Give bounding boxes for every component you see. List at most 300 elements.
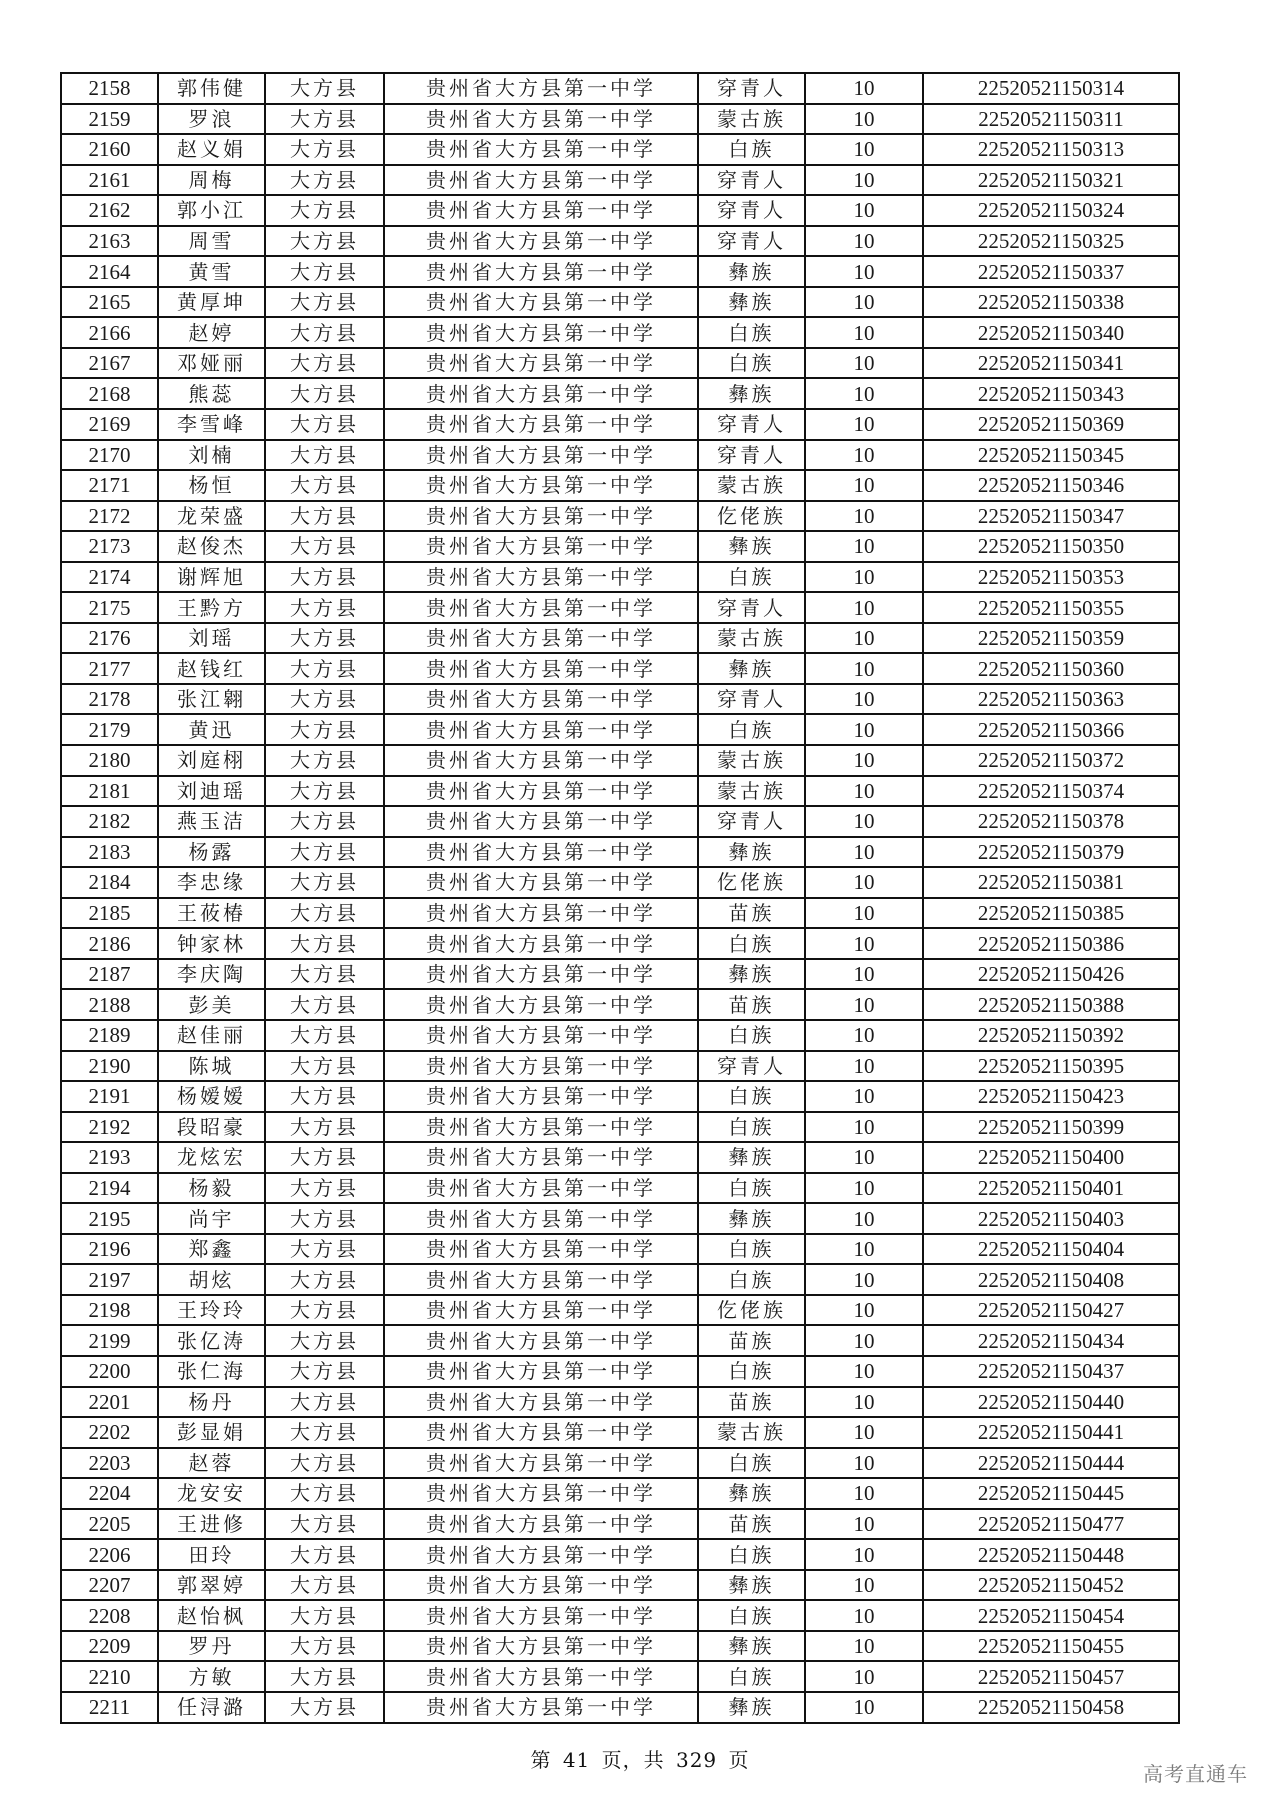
name-cell: 赵钱红: [158, 653, 265, 684]
exam-id-cell: 22520521150440: [923, 1387, 1179, 1418]
ethnicity-cell: 彝族: [698, 1478, 805, 1509]
ethnicity-cell: 白族: [698, 1661, 805, 1692]
school-cell: 贵州省大方县第一中学: [384, 1661, 698, 1692]
table-row: [61, 165, 1179, 196]
school-cell: 贵州省大方县第一中学: [384, 73, 698, 104]
exam-id-cell: 22520521150313: [923, 134, 1179, 165]
bonus-points-cell: 10: [805, 1417, 923, 1448]
bonus-points-cell: 10: [805, 562, 923, 593]
row-number-cell: 2168: [61, 378, 158, 409]
school-cell: 贵州省大方县第一中学: [384, 1600, 698, 1631]
bonus-points-cell: 10: [805, 592, 923, 623]
name-cell: 李庆陶: [158, 959, 265, 990]
name-cell: 刘瑶: [158, 623, 265, 654]
bonus-points-cell: 10: [805, 1112, 923, 1143]
row-number-cell: 2196: [61, 1234, 158, 1265]
row-number-cell: 2181: [61, 776, 158, 807]
bonus-points-cell: 10: [805, 623, 923, 654]
school-cell: 贵州省大方县第一中学: [384, 1539, 698, 1570]
table-row: [61, 562, 1179, 593]
ethnicity-cell: 白族: [698, 562, 805, 593]
bonus-points-cell: 10: [805, 959, 923, 990]
row-number-cell: 2162: [61, 195, 158, 226]
row-number-cell: 2179: [61, 714, 158, 745]
exam-id-cell: 22520521150454: [923, 1600, 1179, 1631]
ethnicity-cell: 白族: [698, 1448, 805, 1479]
school-cell: 贵州省大方县第一中学: [384, 1509, 698, 1540]
school-cell: 贵州省大方县第一中学: [384, 195, 698, 226]
school-cell: 贵州省大方县第一中学: [384, 470, 698, 501]
ethnicity-cell: 穿青人: [698, 409, 805, 440]
name-cell: 燕玉洁: [158, 806, 265, 837]
exam-id-cell: 22520521150324: [923, 195, 1179, 226]
ethnicity-cell: 穿青人: [698, 73, 805, 104]
name-cell: 龙安安: [158, 1478, 265, 1509]
bonus-points-cell: 10: [805, 1203, 923, 1234]
ethnicity-cell: 苗族: [698, 1387, 805, 1418]
bonus-points-cell: 10: [805, 1600, 923, 1631]
school-cell: 贵州省大方县第一中学: [384, 653, 698, 684]
ethnicity-cell: 白族: [698, 1600, 805, 1631]
row-number-cell: 2197: [61, 1264, 158, 1295]
exam-id-cell: 22520521150378: [923, 806, 1179, 837]
exam-id-cell: 22520521150350: [923, 531, 1179, 562]
row-number-cell: 2194: [61, 1173, 158, 1204]
ethnicity-cell: 穿青人: [698, 440, 805, 471]
name-cell: 彭美: [158, 989, 265, 1020]
row-number-cell: 2198: [61, 1295, 158, 1326]
table-row: [61, 317, 1179, 348]
name-cell: 王莜椿: [158, 898, 265, 929]
table-row: [61, 959, 1179, 990]
bonus-points-cell: 10: [805, 898, 923, 929]
exam-id-cell: 22520521150355: [923, 592, 1179, 623]
ethnicity-cell: 彝族: [698, 837, 805, 868]
school-cell: 贵州省大方县第一中学: [384, 1692, 698, 1723]
row-number-cell: 2185: [61, 898, 158, 929]
county-cell: 大方县: [265, 623, 384, 654]
exam-id-cell: 22520521150345: [923, 440, 1179, 471]
row-number-cell: 2180: [61, 745, 158, 776]
county-cell: 大方县: [265, 1692, 384, 1723]
bonus-points-cell: 10: [805, 287, 923, 318]
name-cell: 杨丹: [158, 1387, 265, 1418]
ethnicity-cell: 白族: [698, 1264, 805, 1295]
school-cell: 贵州省大方县第一中学: [384, 623, 698, 654]
row-number-cell: 2163: [61, 226, 158, 257]
county-cell: 大方县: [265, 989, 384, 1020]
ethnicity-cell: 穿青人: [698, 1051, 805, 1082]
school-cell: 贵州省大方县第一中学: [384, 1173, 698, 1204]
name-cell: 龙炫宏: [158, 1142, 265, 1173]
name-cell: 张仁海: [158, 1356, 265, 1387]
county-cell: 大方县: [265, 104, 384, 135]
exam-id-cell: 22520521150388: [923, 989, 1179, 1020]
bonus-points-cell: 10: [805, 470, 923, 501]
row-number-cell: 2191: [61, 1081, 158, 1112]
row-number-cell: 2158: [61, 73, 158, 104]
name-cell: 尚宇: [158, 1203, 265, 1234]
table-row: [61, 440, 1179, 471]
bonus-points-cell: 10: [805, 195, 923, 226]
name-cell: 李雪峰: [158, 409, 265, 440]
exam-id-cell: 22520521150381: [923, 867, 1179, 898]
exam-id-cell: 22520521150343: [923, 378, 1179, 409]
ethnicity-cell: 白族: [698, 1539, 805, 1570]
county-cell: 大方县: [265, 745, 384, 776]
bonus-points-cell: 10: [805, 1173, 923, 1204]
county-cell: 大方县: [265, 226, 384, 257]
county-cell: 大方县: [265, 1264, 384, 1295]
bonus-points-cell: 10: [805, 776, 923, 807]
name-cell: 王进修: [158, 1509, 265, 1540]
name-cell: 郭伟健: [158, 73, 265, 104]
name-cell: 熊蕊: [158, 378, 265, 409]
roster-table-body: [61, 73, 1179, 1723]
exam-id-cell: 22520521150404: [923, 1234, 1179, 1265]
bonus-points-cell: 10: [805, 1661, 923, 1692]
bonus-points-cell: 10: [805, 134, 923, 165]
table-row: [61, 409, 1179, 440]
exam-id-cell: 22520521150403: [923, 1203, 1179, 1234]
ethnicity-cell: 彝族: [698, 1692, 805, 1723]
ethnicity-cell: 穿青人: [698, 226, 805, 257]
ethnicity-cell: 彝族: [698, 1570, 805, 1601]
row-number-cell: 2177: [61, 653, 158, 684]
row-number-cell: 2207: [61, 1570, 158, 1601]
name-cell: 张亿涛: [158, 1325, 265, 1356]
school-cell: 贵州省大方县第一中学: [384, 1295, 698, 1326]
table-row: [61, 287, 1179, 318]
bonus-points-cell: 10: [805, 989, 923, 1020]
ethnicity-cell: 穿青人: [698, 195, 805, 226]
table-row: [61, 1600, 1179, 1631]
table-row: [61, 195, 1179, 226]
bonus-points-cell: 10: [805, 837, 923, 868]
county-cell: 大方县: [265, 1661, 384, 1692]
ethnicity-cell: 白族: [698, 1112, 805, 1143]
ethnicity-cell: 白族: [698, 1356, 805, 1387]
exam-id-cell: 22520521150457: [923, 1661, 1179, 1692]
row-number-cell: 2188: [61, 989, 158, 1020]
county-cell: 大方县: [265, 653, 384, 684]
row-number-cell: 2173: [61, 531, 158, 562]
bonus-points-cell: 10: [805, 684, 923, 715]
exam-id-cell: 22520521150458: [923, 1692, 1179, 1723]
name-cell: 张江翱: [158, 684, 265, 715]
exam-id-cell: 22520521150314: [923, 73, 1179, 104]
school-cell: 贵州省大方县第一中学: [384, 1570, 698, 1601]
row-number-cell: 2160: [61, 134, 158, 165]
exam-id-cell: 22520521150347: [923, 501, 1179, 532]
county-cell: 大方县: [265, 867, 384, 898]
table-row: [61, 1112, 1179, 1143]
school-cell: 贵州省大方县第一中学: [384, 1478, 698, 1509]
table-row: [61, 1325, 1179, 1356]
name-cell: 方敏: [158, 1661, 265, 1692]
bonus-points-cell: 10: [805, 1081, 923, 1112]
table-row: [61, 1417, 1179, 1448]
name-cell: 李忠缘: [158, 867, 265, 898]
ethnicity-cell: 白族: [698, 714, 805, 745]
table-row: [61, 1173, 1179, 1204]
school-cell: 贵州省大方县第一中学: [384, 104, 698, 135]
name-cell: 赵佳丽: [158, 1020, 265, 1051]
school-cell: 贵州省大方县第一中学: [384, 1417, 698, 1448]
exam-id-cell: 22520521150427: [923, 1295, 1179, 1326]
county-cell: 大方县: [265, 714, 384, 745]
exam-id-cell: 22520521150401: [923, 1173, 1179, 1204]
county-cell: 大方县: [265, 1417, 384, 1448]
county-cell: 大方县: [265, 1539, 384, 1570]
school-cell: 贵州省大方县第一中学: [384, 134, 698, 165]
county-cell: 大方县: [265, 1478, 384, 1509]
name-cell: 胡炫: [158, 1264, 265, 1295]
bonus-points-cell: 10: [805, 745, 923, 776]
school-cell: 贵州省大方县第一中学: [384, 1387, 698, 1418]
bonus-points-cell: 10: [805, 806, 923, 837]
bonus-points-cell: 10: [805, 1020, 923, 1051]
county-cell: 大方县: [265, 195, 384, 226]
ethnicity-cell: 彝族: [698, 1203, 805, 1234]
county-cell: 大方县: [265, 928, 384, 959]
name-cell: 钟家林: [158, 928, 265, 959]
name-cell: 彭显娟: [158, 1417, 265, 1448]
row-number-cell: 2183: [61, 837, 158, 868]
school-cell: 贵州省大方县第一中学: [384, 409, 698, 440]
exam-id-cell: 22520521150386: [923, 928, 1179, 959]
exam-id-cell: 22520521150374: [923, 776, 1179, 807]
school-cell: 贵州省大方县第一中学: [384, 287, 698, 318]
name-cell: 郑鑫: [158, 1234, 265, 1265]
school-cell: 贵州省大方县第一中学: [384, 989, 698, 1020]
ethnicity-cell: 蒙古族: [698, 623, 805, 654]
exam-id-cell: 22520521150400: [923, 1142, 1179, 1173]
ethnicity-cell: 白族: [698, 1081, 805, 1112]
table-row: [61, 1631, 1179, 1662]
exam-id-cell: 22520521150311: [923, 104, 1179, 135]
table-row: [61, 1356, 1179, 1387]
school-cell: 贵州省大方县第一中学: [384, 1631, 698, 1662]
school-cell: 贵州省大方县第一中学: [384, 1112, 698, 1143]
table-row: [61, 1661, 1179, 1692]
school-cell: 贵州省大方县第一中学: [384, 531, 698, 562]
table-row: [61, 470, 1179, 501]
county-cell: 大方县: [265, 470, 384, 501]
exam-id-cell: 22520521150444: [923, 1448, 1179, 1479]
table-row: [61, 592, 1179, 623]
county-cell: 大方县: [265, 959, 384, 990]
row-number-cell: 2192: [61, 1112, 158, 1143]
row-number-cell: 2164: [61, 256, 158, 287]
school-cell: 贵州省大方县第一中学: [384, 1020, 698, 1051]
school-cell: 贵州省大方县第一中学: [384, 256, 698, 287]
county-cell: 大方县: [265, 440, 384, 471]
county-cell: 大方县: [265, 317, 384, 348]
exam-id-cell: 22520521150448: [923, 1539, 1179, 1570]
row-number-cell: 2186: [61, 928, 158, 959]
table-row: [61, 684, 1179, 715]
name-cell: 龙荣盛: [158, 501, 265, 532]
county-cell: 大方县: [265, 1051, 384, 1082]
county-cell: 大方县: [265, 1631, 384, 1662]
bonus-points-cell: 10: [805, 867, 923, 898]
exam-id-cell: 22520521150353: [923, 562, 1179, 593]
county-cell: 大方县: [265, 1295, 384, 1326]
bonus-points-cell: 10: [805, 256, 923, 287]
county-cell: 大方县: [265, 73, 384, 104]
table-row: [61, 501, 1179, 532]
ethnicity-cell: 仡佬族: [698, 867, 805, 898]
row-number-cell: 2172: [61, 501, 158, 532]
table-row: [61, 256, 1179, 287]
table-row: [61, 806, 1179, 837]
name-cell: 郭翠婷: [158, 1570, 265, 1601]
table-row: [61, 1387, 1179, 1418]
table-row: [61, 898, 1179, 929]
row-number-cell: 2206: [61, 1539, 158, 1570]
row-number-cell: 2204: [61, 1478, 158, 1509]
row-number-cell: 2203: [61, 1448, 158, 1479]
bonus-points-cell: 10: [805, 165, 923, 196]
exam-id-cell: 22520521150340: [923, 317, 1179, 348]
exam-id-cell: 22520521150338: [923, 287, 1179, 318]
row-number-cell: 2174: [61, 562, 158, 593]
table-row: [61, 623, 1179, 654]
ethnicity-cell: 蒙古族: [698, 745, 805, 776]
bonus-points-cell: 10: [805, 1387, 923, 1418]
county-cell: 大方县: [265, 1448, 384, 1479]
name-cell: 周雪: [158, 226, 265, 257]
exam-id-cell: 22520521150366: [923, 714, 1179, 745]
name-cell: 田玲: [158, 1539, 265, 1570]
county-cell: 大方县: [265, 1356, 384, 1387]
exam-id-cell: 22520521150359: [923, 623, 1179, 654]
school-cell: 贵州省大方县第一中学: [384, 776, 698, 807]
exam-id-cell: 22520521150452: [923, 1570, 1179, 1601]
county-cell: 大方县: [265, 1020, 384, 1051]
school-cell: 贵州省大方县第一中学: [384, 837, 698, 868]
county-cell: 大方县: [265, 776, 384, 807]
exam-id-cell: 22520521150372: [923, 745, 1179, 776]
name-cell: 刘迪瑶: [158, 776, 265, 807]
county-cell: 大方县: [265, 1203, 384, 1234]
ethnicity-cell: 彝族: [698, 653, 805, 684]
exam-id-cell: 22520521150434: [923, 1325, 1179, 1356]
bonus-points-cell: 10: [805, 1356, 923, 1387]
county-cell: 大方县: [265, 1234, 384, 1265]
bonus-points-cell: 10: [805, 226, 923, 257]
total-pages-number: 329: [675, 1748, 718, 1772]
table-row: [61, 1020, 1179, 1051]
bonus-points-cell: 10: [805, 1295, 923, 1326]
school-cell: 贵州省大方县第一中学: [384, 1356, 698, 1387]
county-cell: 大方县: [265, 134, 384, 165]
row-number-cell: 2205: [61, 1509, 158, 1540]
table-row: [61, 378, 1179, 409]
school-cell: 贵州省大方县第一中学: [384, 165, 698, 196]
county-cell: 大方县: [265, 1081, 384, 1112]
footer-suffix: 页: [728, 1748, 750, 1772]
name-cell: 杨毅: [158, 1173, 265, 1204]
name-cell: 赵蓉: [158, 1448, 265, 1479]
exam-id-cell: 22520521150441: [923, 1417, 1179, 1448]
bonus-points-cell: 10: [805, 714, 923, 745]
ethnicity-cell: 彝族: [698, 1142, 805, 1173]
table-row: [61, 653, 1179, 684]
table-row: [61, 1142, 1179, 1173]
county-cell: 大方县: [265, 1509, 384, 1540]
bonus-points-cell: 10: [805, 1325, 923, 1356]
ethnicity-cell: 蒙古族: [698, 470, 805, 501]
school-cell: 贵州省大方县第一中学: [384, 1081, 698, 1112]
row-number-cell: 2167: [61, 348, 158, 379]
bonus-points-cell: 10: [805, 1264, 923, 1295]
exam-id-cell: 22520521150321: [923, 165, 1179, 196]
name-cell: 赵俊杰: [158, 531, 265, 562]
table-row: [61, 134, 1179, 165]
ethnicity-cell: 蒙古族: [698, 1417, 805, 1448]
table-row: [61, 714, 1179, 745]
bonus-points-cell: 10: [805, 440, 923, 471]
row-number-cell: 2190: [61, 1051, 158, 1082]
county-cell: 大方县: [265, 1600, 384, 1631]
bonus-points-cell: 10: [805, 409, 923, 440]
exam-id-cell: 22520521150369: [923, 409, 1179, 440]
table-row: [61, 928, 1179, 959]
county-cell: 大方县: [265, 806, 384, 837]
current-page-number: 41: [562, 1748, 591, 1772]
ethnicity-cell: 蒙古族: [698, 776, 805, 807]
row-number-cell: 2166: [61, 317, 158, 348]
table-row: [61, 989, 1179, 1020]
school-cell: 贵州省大方县第一中学: [384, 1051, 698, 1082]
table-row: [61, 1051, 1179, 1082]
row-number-cell: 2165: [61, 287, 158, 318]
name-cell: 杨嫒嫒: [158, 1081, 265, 1112]
table-row: [61, 837, 1179, 868]
county-cell: 大方县: [265, 256, 384, 287]
exam-id-cell: 22520521150363: [923, 684, 1179, 715]
county-cell: 大方县: [265, 409, 384, 440]
school-cell: 贵州省大方县第一中学: [384, 928, 698, 959]
exam-id-cell: 22520521150325: [923, 226, 1179, 257]
school-cell: 贵州省大方县第一中学: [384, 1448, 698, 1479]
page-footer: [0, 1744, 1280, 1773]
county-cell: 大方县: [265, 592, 384, 623]
row-number-cell: 2199: [61, 1325, 158, 1356]
ethnicity-cell: 彝族: [698, 1631, 805, 1662]
exam-id-cell: 22520521150445: [923, 1478, 1179, 1509]
county-cell: 大方县: [265, 562, 384, 593]
ethnicity-cell: 穿青人: [698, 165, 805, 196]
name-cell: 任浔潞: [158, 1692, 265, 1723]
footer-middle: 页，共: [601, 1748, 665, 1772]
ethnicity-cell: 白族: [698, 348, 805, 379]
name-cell: 罗丹: [158, 1631, 265, 1662]
name-cell: 刘庭栩: [158, 745, 265, 776]
county-cell: 大方县: [265, 1570, 384, 1601]
bonus-points-cell: 10: [805, 1234, 923, 1265]
row-number-cell: 2161: [61, 165, 158, 196]
school-cell: 贵州省大方县第一中学: [384, 684, 698, 715]
name-cell: 郭小江: [158, 195, 265, 226]
name-cell: 谢辉旭: [158, 562, 265, 593]
name-cell: 罗浪: [158, 104, 265, 135]
name-cell: 赵义娟: [158, 134, 265, 165]
name-cell: 刘楠: [158, 440, 265, 471]
county-cell: 大方县: [265, 837, 384, 868]
